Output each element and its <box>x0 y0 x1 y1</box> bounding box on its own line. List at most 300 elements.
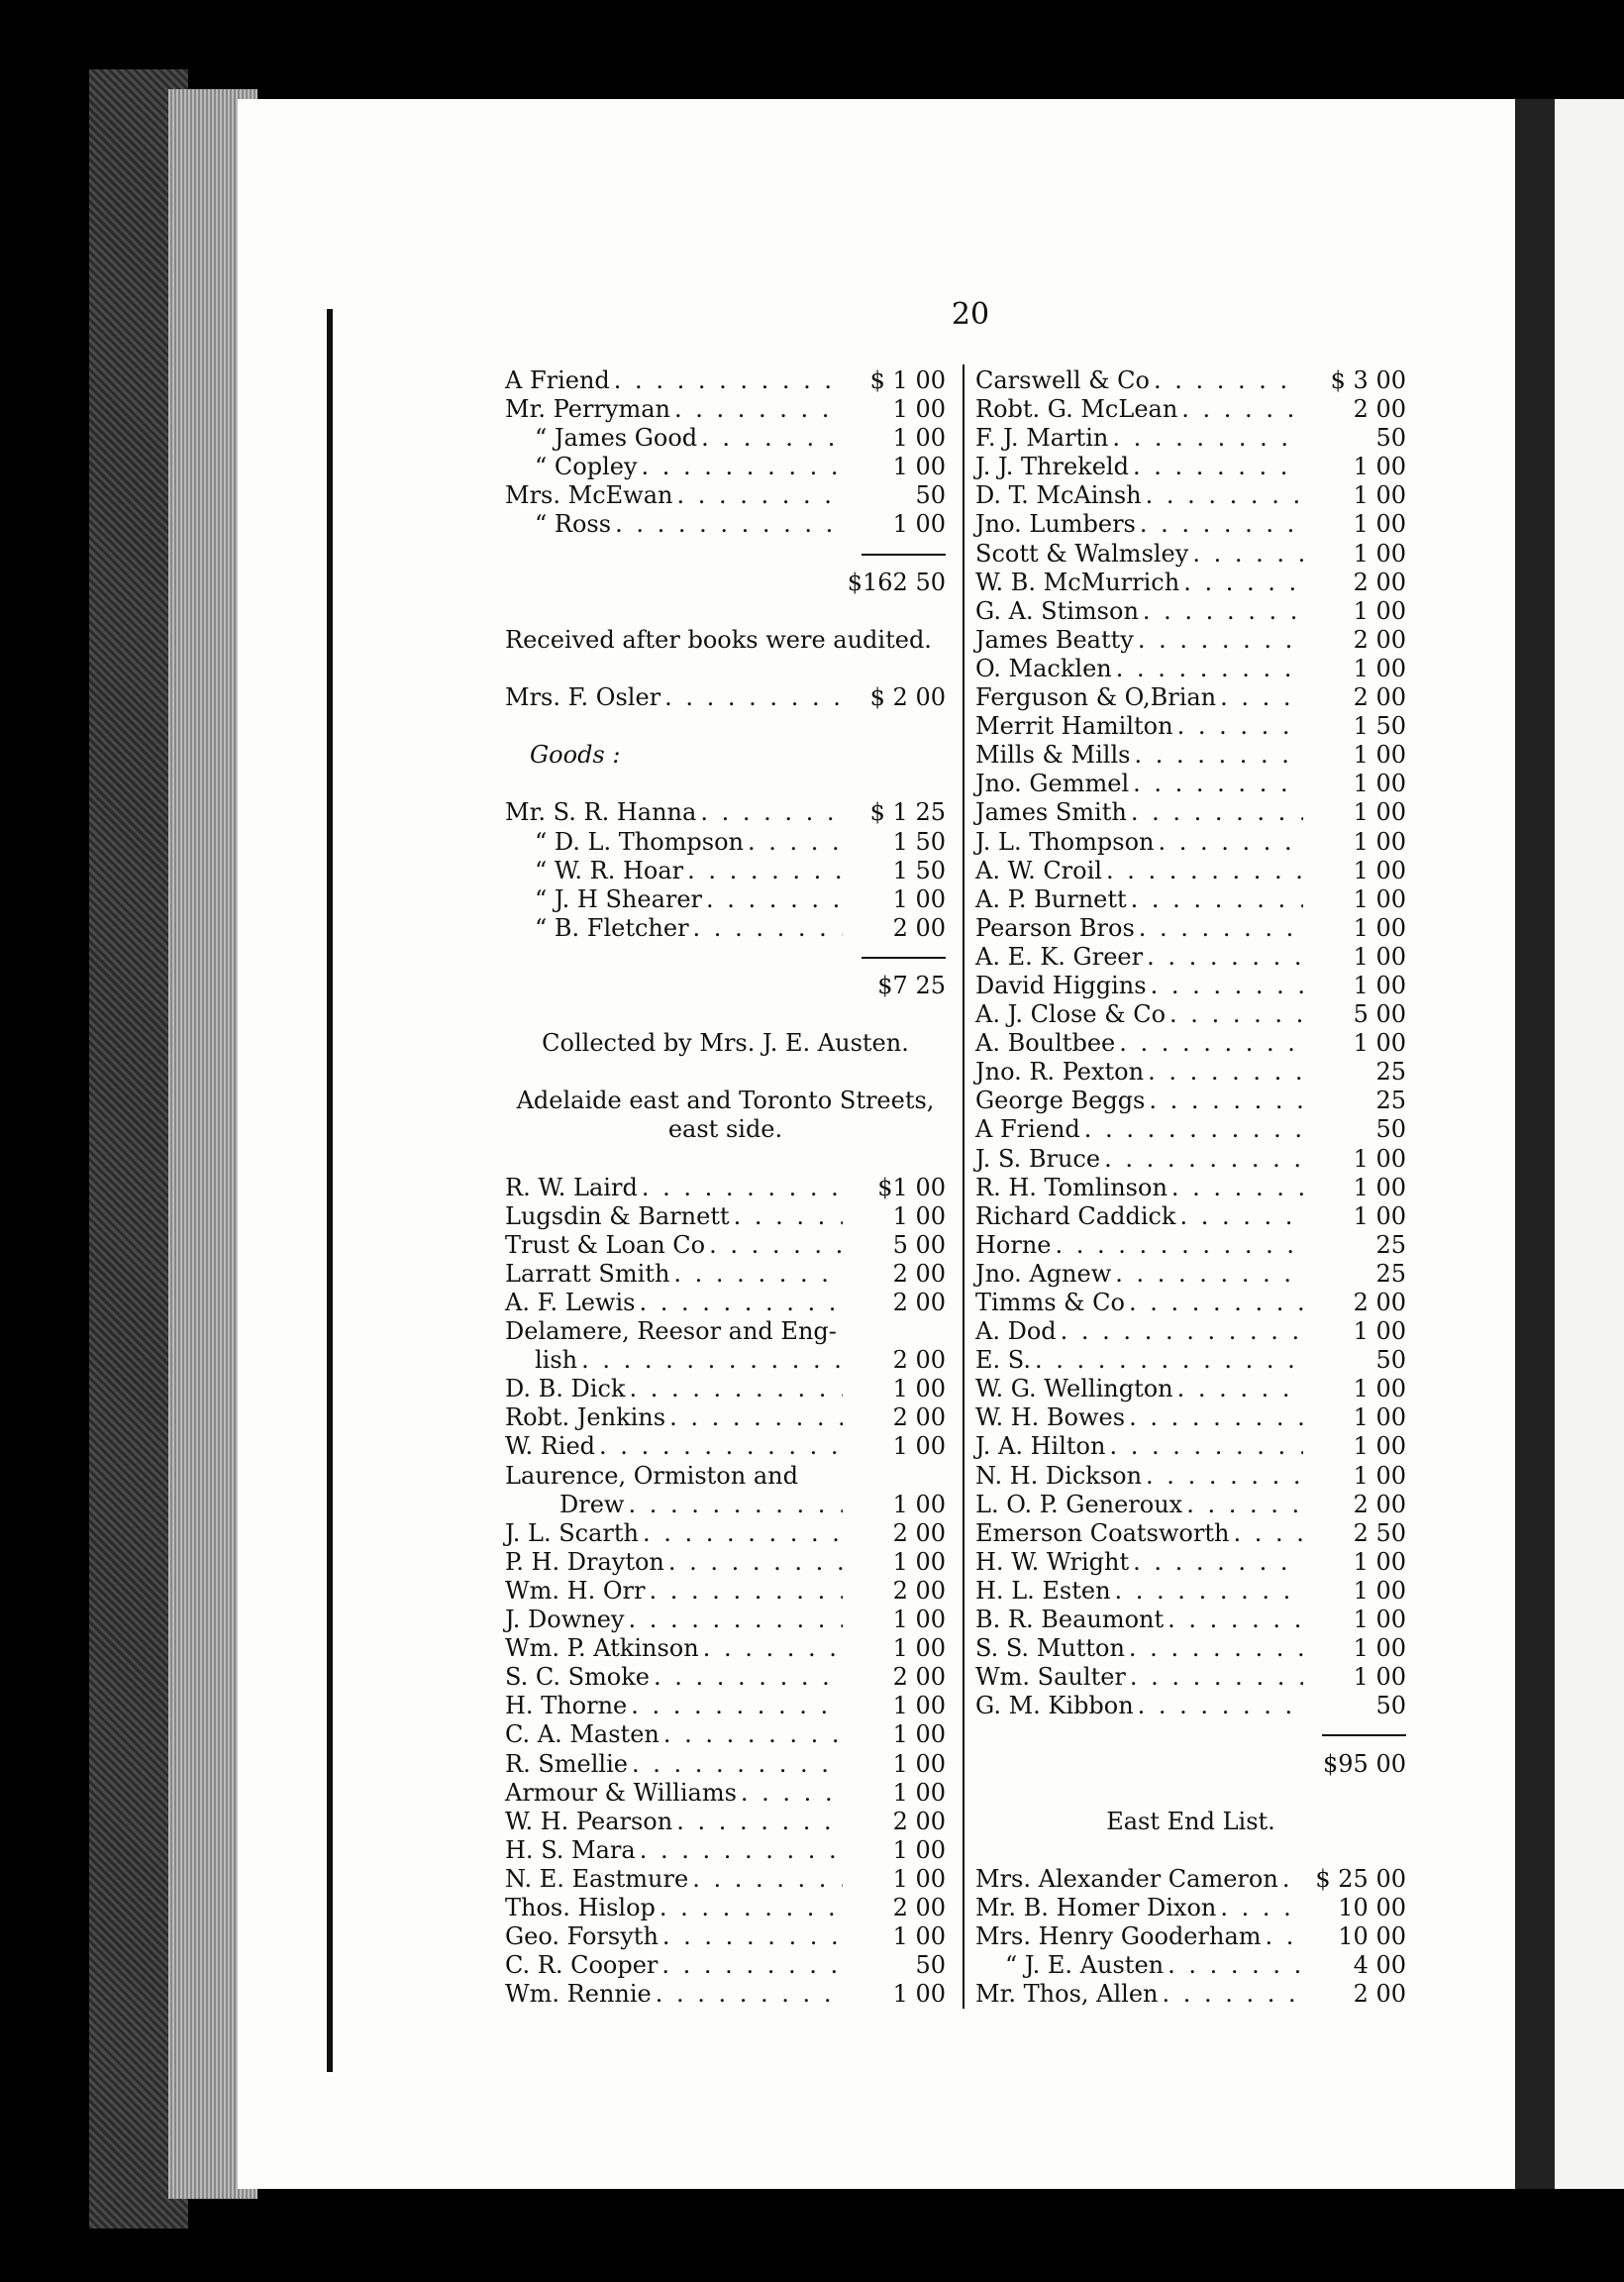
list-entry <box>505 1663 946 1692</box>
entry-amount: 25 <box>1375 1058 1406 1087</box>
right-column <box>975 366 1406 2009</box>
entry-name: S. S. Mutton <box>975 1634 1125 1663</box>
entry-amount: 1 00 <box>1353 942 1406 971</box>
entry-amount: 2 00 <box>1353 1490 1406 1518</box>
list-entry <box>975 1174 1406 1202</box>
entry-name: “ D. L. Thompson <box>535 827 744 856</box>
list-entry <box>975 1289 1406 1317</box>
entry-amount: 4 00 <box>1353 1951 1406 1980</box>
entry-name: Robt. G. McLean <box>975 395 1178 424</box>
list-entry <box>505 1231 946 1260</box>
list-entry <box>505 1289 946 1317</box>
leader-dots <box>674 395 843 424</box>
leader-dots <box>642 1174 843 1202</box>
entry-name: Mr. B. Homer Dixon <box>975 1893 1217 1921</box>
entry-name: A. W. Croil <box>975 856 1102 884</box>
leader-dots <box>662 1922 843 1951</box>
entry-amount: 25 <box>1375 1259 1406 1288</box>
entry-amount: 1 00 <box>892 1835 946 1864</box>
entry-amount: $1 00 <box>877 1173 946 1201</box>
leader-dots <box>668 1548 843 1577</box>
entry-amount: 1 00 <box>1353 510 1406 539</box>
list-entry <box>505 481 946 510</box>
leader-dots <box>1146 1462 1303 1491</box>
entry-amount: 1 00 <box>1353 1432 1406 1461</box>
list-entry <box>975 972 1406 1000</box>
entry-amount: 1 00 <box>1353 481 1406 510</box>
entry-name: “ W. R. Hoar <box>535 856 684 884</box>
entry-name: “ J. H Shearer <box>535 884 703 913</box>
entry-name: W. Ried <box>505 1432 596 1461</box>
entry-amount: 1 00 <box>1353 1663 1406 1692</box>
entry-amount: 1 00 <box>1353 770 1406 798</box>
list-entry <box>505 1432 946 1461</box>
list-entry <box>975 1260 1406 1289</box>
list-entry <box>505 1174 946 1202</box>
list-entry <box>975 1115 1406 1144</box>
entry-name: Wm. Saulter <box>975 1663 1126 1692</box>
leader-dots <box>1130 1663 1303 1692</box>
list-entry <box>975 770 1406 798</box>
entry-amount: 1 50 <box>892 856 946 884</box>
entry-amount: 50 <box>1375 1692 1406 1720</box>
entry-name: Richard Caddick <box>975 1201 1176 1230</box>
entry-amount: 1 00 <box>1353 913 1406 942</box>
list-entry <box>975 424 1406 453</box>
list-entry <box>975 1951 1406 1980</box>
entry-name: Wm. P. Atkinson <box>505 1634 699 1663</box>
entry-amount: 2 00 <box>1353 1289 1406 1316</box>
entry-amount: 1 00 <box>1353 1403 1406 1432</box>
entry-amount: 1 00 <box>1353 539 1406 568</box>
entry-amount: 1 00 <box>892 1980 946 2009</box>
list-entry <box>975 540 1406 569</box>
entry-amount: 1 00 <box>1353 1317 1406 1346</box>
entry-name: L. O. P. Generoux <box>975 1490 1183 1518</box>
entry-amount: 1 00 <box>892 1922 946 1951</box>
leader-dots <box>734 1202 843 1231</box>
entry-name: Mrs. F. Osler <box>505 683 661 712</box>
entry-amount: 50 <box>915 1951 946 1980</box>
list-entry <box>975 1922 1406 1951</box>
subtotal <box>975 1750 1406 1779</box>
list-entry <box>975 510 1406 539</box>
entry-name: G. A. Stimson <box>975 596 1139 625</box>
list-entry <box>975 1029 1406 1058</box>
entry-name: Jno. Gemmel <box>975 770 1130 798</box>
sum-rule <box>975 1720 1406 1749</box>
leader-dots <box>1116 655 1303 683</box>
list-entry <box>975 885 1406 914</box>
leader-dots <box>1181 395 1303 424</box>
left-column <box>505 366 946 2009</box>
leader-dots <box>1192 540 1303 569</box>
entry-name: Jno. R. Pexton <box>975 1058 1145 1087</box>
entry-amount: 50 <box>915 481 946 510</box>
entry-name: Armour & Williams <box>505 1778 737 1807</box>
list-entry <box>505 424 946 453</box>
list-entry <box>975 481 1406 510</box>
list-entry <box>975 1145 1406 1174</box>
sum-rule <box>505 943 946 972</box>
entry-name: R. Smellie <box>505 1749 628 1778</box>
list-entry <box>975 1231 1406 1260</box>
entry-amount: 1 00 <box>1353 453 1406 481</box>
entry-amount: 2 00 <box>892 1259 946 1288</box>
entry-name: Wm. Rennie <box>505 1980 652 2009</box>
entry-amount: 10 00 <box>1338 1893 1406 1921</box>
leader-dots <box>1220 1894 1303 1922</box>
entry-name: R. W. Laird <box>505 1173 638 1201</box>
entry-amount: $ 1 00 <box>869 366 946 394</box>
entry-name: Mr. Thos, Allen <box>975 1980 1159 2009</box>
leader-dots <box>687 857 843 885</box>
leader-dots <box>1104 1145 1303 1174</box>
entry-amount: 25 <box>1375 1230 1406 1259</box>
leader-dots <box>1133 770 1303 798</box>
leader-dots <box>1233 1519 1303 1548</box>
leader-dots <box>1179 1202 1303 1231</box>
leader-dots <box>1133 453 1303 481</box>
list-entry <box>505 1750 946 1779</box>
leader-dots <box>1177 712 1303 741</box>
entry-name: Jno. Lumbers <box>975 510 1136 539</box>
leader-dots <box>581 1346 843 1375</box>
entry-amount: 1 00 <box>1353 1461 1406 1490</box>
list-entry <box>505 1808 946 1836</box>
entry-name: Emerson Coatsworth <box>975 1518 1230 1547</box>
entry-name: James Smith <box>975 798 1127 827</box>
spacer <box>505 655 946 683</box>
list-entry <box>505 1606 946 1634</box>
entry-name: E. S. <box>975 1346 1031 1375</box>
entry-name: Lugsdin & Barnett <box>505 1201 730 1230</box>
margin-rule <box>327 309 333 2072</box>
spacer <box>505 1000 946 1029</box>
leader-dots <box>643 1519 843 1548</box>
list-entry <box>975 453 1406 481</box>
entry-amount: 2 00 <box>892 1518 946 1547</box>
leader-dots <box>1119 1029 1303 1058</box>
list-entry <box>505 1577 946 1606</box>
entry-name: H. S. Mara <box>505 1835 636 1864</box>
entry-name: lish <box>535 1346 578 1375</box>
entry-name: Merrit Hamilton <box>975 712 1173 741</box>
entry-name: Timms & Co <box>975 1289 1125 1316</box>
spacer <box>505 1145 946 1174</box>
list-entry <box>975 1317 1406 1346</box>
entry-name: Drew <box>559 1490 625 1518</box>
entry-amount: 50 <box>1375 1115 1406 1144</box>
leader-dots <box>639 1289 843 1317</box>
leader-dots <box>692 1865 843 1894</box>
entry-amount: 1 00 <box>892 1634 946 1663</box>
leader-dots <box>1171 1174 1303 1202</box>
leader-dots <box>1138 626 1303 655</box>
entry-amount: 2 00 <box>1353 683 1406 712</box>
subtotal <box>505 972 946 1000</box>
entry-name: B. R. Beaumont <box>975 1606 1165 1634</box>
leader-dots <box>1158 828 1303 857</box>
leader-dots <box>656 1980 843 2009</box>
list-entry <box>975 1634 1406 1663</box>
entry-amount: 25 <box>1375 1087 1406 1115</box>
leader-dots <box>1151 972 1303 1000</box>
page-number: 20 <box>951 297 990 332</box>
list-entry <box>975 1087 1406 1115</box>
facing-page-edge <box>1555 99 1624 2189</box>
leader-dots <box>629 1375 843 1403</box>
leader-dots <box>676 481 843 510</box>
entry-name: C. A. Masten <box>505 1720 660 1749</box>
leader-dots <box>664 683 843 712</box>
entry-amount: 2 00 <box>1353 1980 1406 2009</box>
list-entry <box>975 626 1406 655</box>
entry-name: A. J. Close & Co <box>975 1000 1167 1029</box>
entry-amount: 1 00 <box>1353 1173 1406 1201</box>
entry-amount: 1 00 <box>1353 884 1406 913</box>
column-divider <box>963 364 964 2009</box>
leader-dots <box>1115 1260 1303 1289</box>
list-entry <box>505 510 946 539</box>
list-entry <box>975 914 1406 943</box>
leader-dots <box>1061 1317 1303 1346</box>
leader-dots <box>1154 366 1303 395</box>
entry-name: Wm. H. Orr <box>505 1576 646 1605</box>
list-entry <box>505 1375 946 1403</box>
subtotal <box>505 569 946 597</box>
entry-amount: 1 00 <box>892 510 946 539</box>
entry-amount: 2 00 <box>892 1289 946 1316</box>
entry-name: J. L. Scarth <box>505 1518 639 1547</box>
entry-amount: 1 00 <box>892 1720 946 1749</box>
list-entry <box>505 366 946 395</box>
list-entry <box>975 1491 1406 1519</box>
entry-name: Laurence, Ormiston and <box>505 1461 798 1490</box>
entry-name: Mrs. Alexander Cameron <box>975 1864 1278 1893</box>
entry-name: W. G. Wellington <box>975 1375 1173 1403</box>
list-entry <box>975 1432 1406 1461</box>
list-entry <box>975 1577 1406 1606</box>
spacer <box>505 712 946 741</box>
entry-name: “ Ross <box>535 510 612 539</box>
leader-dots <box>1148 1058 1303 1087</box>
entry-name: W. H. Bowes <box>975 1403 1126 1432</box>
leader-dots <box>631 1692 843 1720</box>
entry-name: Pearson Bros <box>975 913 1135 942</box>
leader-dots <box>632 1750 843 1779</box>
list-entry <box>975 828 1406 857</box>
entry-amount: 2 00 <box>1353 568 1406 596</box>
entry-amount: 1 00 <box>892 1432 946 1461</box>
list-entry <box>975 1663 1406 1692</box>
entry-name: R. H. Tomlinson <box>975 1173 1167 1201</box>
entry-amount: 1 00 <box>1353 1201 1406 1230</box>
leader-dots <box>1129 1289 1303 1317</box>
list-entry <box>505 885 946 914</box>
entry-name: Mr. Perryman <box>505 395 670 424</box>
list-entry <box>505 1779 946 1808</box>
entry-amount: 2 00 <box>1353 395 1406 424</box>
spacer <box>505 597 946 626</box>
leader-dots <box>676 1808 843 1836</box>
list-entry <box>975 1058 1406 1087</box>
list-entry <box>975 798 1406 827</box>
list-entry <box>975 1692 1406 1720</box>
leader-dots <box>693 914 843 943</box>
list-entry <box>975 1403 1406 1432</box>
leader-dots <box>741 1779 843 1808</box>
leader-dots <box>700 798 843 827</box>
entry-amount: 1 00 <box>1353 856 1406 884</box>
entry-amount: 1 00 <box>1353 1606 1406 1634</box>
list-entry <box>505 828 946 857</box>
entry-amount: 2 00 <box>892 1663 946 1692</box>
spacer <box>505 770 946 798</box>
sum-rule <box>505 540 946 569</box>
entry-amount: 50 <box>1375 1346 1406 1375</box>
leader-dots <box>1084 1115 1303 1144</box>
leader-dots <box>1169 1000 1303 1029</box>
entry-name: A Friend <box>975 1115 1080 1144</box>
section-heading: East End List. <box>1106 1807 1275 1835</box>
leader-dots <box>1167 1951 1303 1980</box>
entry-amount: 1 00 <box>892 1606 946 1634</box>
list-entry <box>505 1951 946 1980</box>
leader-dots <box>1177 1375 1303 1403</box>
entry-name: Delamere, Reesor and Eng- <box>505 1317 837 1346</box>
entry-name: “ James Good <box>535 424 698 453</box>
entry-name: W. H. Pearson <box>505 1807 673 1835</box>
entry-name: O. Macklen <box>975 654 1112 682</box>
leader-dots <box>1131 798 1303 827</box>
list-entry <box>975 597 1406 626</box>
entry-amount: 1 00 <box>1353 827 1406 856</box>
list-entry <box>975 1462 1406 1491</box>
subheading: Goods : <box>530 741 621 770</box>
entry-name: Thos. Hislop <box>505 1893 656 1921</box>
spacer <box>975 1836 1406 1865</box>
list-entry <box>975 395 1406 424</box>
entry-name: George Beggs <box>975 1087 1146 1115</box>
entry-amount: 1 00 <box>1353 1634 1406 1663</box>
entry-name: J. S. Bruce <box>975 1144 1101 1173</box>
entry-name: Robt. Jenkins <box>505 1403 666 1432</box>
entry-amount: 1 00 <box>1353 1144 1406 1173</box>
leader-dots <box>1186 1491 1303 1519</box>
entry-amount: 2 00 <box>892 1576 946 1605</box>
entry-amount: 2 00 <box>892 913 946 942</box>
entry-amount: 1 00 <box>1353 971 1406 999</box>
entry-name: Trust & Loan Co <box>505 1230 706 1259</box>
entry-name: “ Copley <box>535 453 638 481</box>
list-entry <box>505 395 946 424</box>
leader-dots <box>1147 943 1303 972</box>
leader-dots <box>642 453 843 481</box>
entry-name: David Higgins <box>975 971 1147 999</box>
entry-name: N. H. Dickson <box>975 1461 1143 1490</box>
leader-dots <box>706 885 843 914</box>
list-entry <box>505 1202 946 1231</box>
leader-dots <box>650 1577 844 1606</box>
entry-amount: 1 00 <box>892 1749 946 1778</box>
entry-amount: 2 00 <box>892 1403 946 1432</box>
entry-amount: 1 00 <box>892 1201 946 1230</box>
list-entry <box>975 1000 1406 1029</box>
entry-name: H. Thorne <box>505 1692 628 1720</box>
leader-dots <box>1106 857 1303 885</box>
list-entry <box>505 914 946 943</box>
entry-name: Mrs. Henry Gooderham <box>975 1922 1262 1951</box>
entry-name: G. M. Kibbon <box>975 1692 1134 1720</box>
leader-dots <box>1167 1606 1303 1634</box>
list-entry <box>505 1836 946 1865</box>
leader-dots <box>640 1836 843 1865</box>
section-heading: Adelaide east and Toronto Streets, <box>516 1087 935 1115</box>
leader-dots <box>1109 1432 1303 1461</box>
entry-name: F. J. Martin <box>975 424 1109 453</box>
leader-dots <box>701 424 843 453</box>
entry-amount: 1 00 <box>892 1547 946 1576</box>
entry-amount: 5 00 <box>892 1230 946 1259</box>
entry-amount: 1 00 <box>892 1864 946 1893</box>
leader-dots <box>661 1951 843 1980</box>
list-entry <box>975 1865 1406 1894</box>
entry-name: J. Downey <box>505 1606 625 1634</box>
entry-name: “ B. Fletcher <box>535 913 689 942</box>
list-entry <box>975 857 1406 885</box>
leader-dots <box>660 1894 843 1922</box>
entry-name: James Beatty <box>975 625 1134 654</box>
list-entry <box>505 1519 946 1548</box>
leader-dots <box>709 1231 843 1260</box>
entry-name: Jno. Agnew <box>975 1259 1112 1288</box>
entry-name: A Friend <box>505 366 610 394</box>
entry-name: J. L. Thompson <box>975 827 1155 856</box>
subtotal-amount: $7 25 <box>877 971 946 999</box>
leader-dots <box>1282 1865 1303 1894</box>
entry-amount: 1 00 <box>892 1375 946 1403</box>
leader-dots <box>1140 510 1303 539</box>
leader-dots <box>1112 424 1303 453</box>
entry-amount: 2 00 <box>892 1893 946 1921</box>
list-entry <box>505 1346 946 1375</box>
entry-name: Horne <box>975 1230 1052 1259</box>
spacer <box>505 1058 946 1087</box>
entry-name: J. J. Threkeld <box>975 453 1129 481</box>
leader-dots <box>748 828 843 857</box>
list-entry <box>505 1548 946 1577</box>
leader-dots <box>1131 885 1303 914</box>
list-entry <box>505 1922 946 1951</box>
list-entry <box>975 366 1406 395</box>
entry-amount: $ 3 00 <box>1330 366 1406 394</box>
leader-dots <box>1035 1346 1303 1375</box>
entry-amount: 1 00 <box>892 424 946 453</box>
entry-name: D. B. Dick <box>505 1375 626 1403</box>
section-heading: east side. <box>667 1115 783 1144</box>
entry-amount: 2 50 <box>1353 1518 1406 1547</box>
list-entry <box>975 569 1406 597</box>
list-entry <box>975 1346 1406 1375</box>
entry-amount: $ 2 00 <box>869 683 946 712</box>
entry-amount: 5 00 <box>1353 1000 1406 1029</box>
entry-name: Ferguson & O,Brian <box>975 683 1217 712</box>
entry-name: H. W. Wright <box>975 1547 1130 1576</box>
entry-amount: 2 00 <box>892 1807 946 1835</box>
entry-amount: 1 00 <box>1353 1547 1406 1576</box>
list-entry <box>975 741 1406 770</box>
